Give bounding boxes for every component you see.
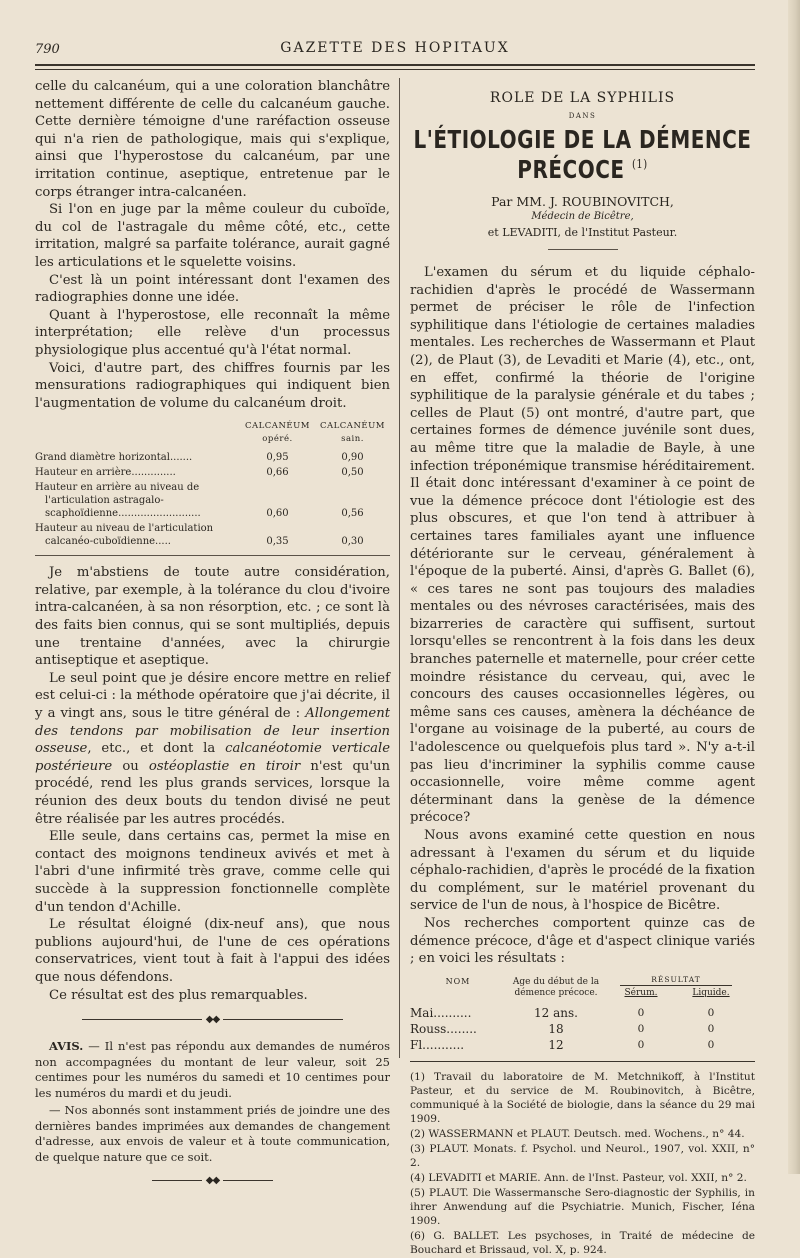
journal-title: GAZETTE DES HOPITAUX — [280, 40, 510, 56]
article-coauthor: et LEVADITI, de l'Institut Pasteur. — [487, 226, 678, 239]
notice-avis: AVIS. — Il n'est pas répondu aux demandes de numéros non accompagnées du montant de leur valeur, soit 25 centimes pour les numéros du samedi et 10 centimes pour les numéros du mardi et du jeudi. — [35, 1039, 390, 1100]
cell-healthy: 0,56 — [341, 508, 364, 520]
article-authors: Par MM. J. ROUBINOVITCH, — [491, 194, 674, 209]
footnote: (6) G. BALLET. Les psychoses, in Traité de médecine de Bouchard et Brissaud, vol. X, p. 924. — [410, 1229, 755, 1256]
table-row — [35, 521, 390, 549]
cell-age: 18 — [548, 1021, 564, 1036]
cell-operated: 0,95 — [266, 452, 289, 464]
footnote: (4) LEVADITI et MARIE. Ann. de l'Inst. Pasteur, vol. XXII, n° 2. — [410, 1171, 747, 1184]
article-title-line2: DANS — [568, 112, 597, 120]
header-rule-thin — [35, 69, 755, 70]
cell-serum: 0 — [637, 1038, 645, 1051]
col-header-name: NOM — [445, 976, 471, 986]
cell-age: 12 — [548, 1037, 564, 1052]
paragraph: Nos recherches comportent quinze cas de démence précoce, d'âge et d'aspect clinique variés ; en voici les résultats : — [410, 915, 755, 967]
notice-box — [35, 1039, 390, 1165]
row-label: Hauteur en arrière.............. — [35, 467, 176, 479]
cell-healthy: 0,90 — [341, 452, 364, 464]
cell-liquid: 0 — [707, 1038, 715, 1051]
table-row — [35, 480, 390, 521]
cell-serum: 0 — [637, 1006, 645, 1019]
author-affiliation: Médecin de Bicêtre, — [531, 211, 634, 222]
col-header-liquid: Liquide. — [692, 987, 730, 998]
col-header-operated: CALCANÉUM opéré. — [245, 421, 310, 445]
cell-age: 12 ans. — [534, 1005, 578, 1020]
row-label: Hauteur au niveau de l'articulation calcanéo-cuboïdienne..... — [35, 523, 214, 548]
end-ornament: ◆◆ — [35, 1175, 390, 1186]
section-ornament: ◆◆ — [35, 1014, 390, 1025]
article-title-line1: ROLE DE LA SYPHILIS — [489, 90, 676, 106]
page-number: 790 — [35, 42, 60, 57]
row-label: Grand diamètre horizontal....... — [35, 452, 193, 464]
footnotes — [410, 1070, 755, 1257]
footnote: (2) WASSERMANN et PLAUT. Deutsch. med. Wochens., n° 44. — [410, 1127, 745, 1140]
paragraph: L'examen du sérum et du liquide céphalo-rachidien d'après le procédé de Wassermann permet de préciser le rôle de l'infection syphilitique dans l'étiologie de certaines maladies mentales. Les recherches de Wassermann et Plaut (2), de Plaut (3), de Levaditi et Marie (4), etc., ont, en effet, confirmé la théorie de l'origine syphilitique de la paralysie générale et du tabes ; celles de Plaut (5) ont montré, d'autre part, que certaines formes de démence juvénile sont dues, au même titre que la maladie de Bayle, à une infection tréponémique transmise héréditairement. Il était donc intéressant d'examiner à ce point de vue la démence précoce dont l'étiologie est des plus obscures, et que l'on tend à attribuer à certaines tares familiales ayant une influence détériorante sur le cerveau, généralement à l'époque de la puberté. Ainsi, d'après G. Ballet (6), « ces tares ne sont pas toujours des maladies mentales ou des névroses caractérisées, mais des bizarreries de caractère qui suffisent, surtout lorsqu'elles se rencontrent à la fois dans les deux branches paternelle et maternelle, pour créer cette moindre résistance du cerveau, qui, avec le concours des causes occasionnelles légères, ou même sans ces causes, amènera la déchéance de l'organe au voisinage de la puberté, au cours de l'adolescence ou quelquefois plus tard ». N'y a-t-il pas lieu d'incriminer la syphilis comme cause occasionnelle, voire même comme agent déterminant dans la genèse de la démence précoce? — [410, 265, 755, 826]
column-divider — [399, 78, 400, 1058]
left-column — [35, 78, 390, 1200]
page-header — [35, 38, 755, 62]
table-row — [410, 1037, 755, 1053]
cell-serum: 0 — [637, 1022, 645, 1035]
col-header-result: RÉSULTAT Sérum. Liquide. — [606, 974, 746, 999]
footnote: (1) Travail du laboratoire de M. Metchnikoff, à l'Institut Pasteur, et du service de M. Roubinovitch, à Bicêtre, communiqué à la Société de biologie, dans la séance du 29 mai 1909. — [410, 1070, 755, 1125]
cell-operated: 0,60 — [266, 508, 289, 520]
cell-name: Fl........... — [410, 1037, 465, 1052]
col-header-healthy: CALCANÉUM sain. — [320, 421, 385, 445]
cell-operated: 0,66 — [266, 467, 289, 479]
footnote: (3) PLAUT. Monats. f. Psychol. und Neurol., 1907, vol. XXII, n° 2. — [410, 1142, 755, 1169]
cell-name: Rouss........ — [410, 1021, 477, 1036]
notice-subscribers: — Nos abonnés sont instamment priés de joindre une des dernières bandes imprimées aux demandes de changement d'adresse, aux envois de valeur et à toute communication, de quelque nature que ce soit. — [35, 1103, 390, 1164]
left-body — [35, 78, 390, 412]
paragraph: Je m'abstiens de toute autre considération, relative, par exemple, à la tolérance du clou d'ivoire intra-calcanéen, à sa non résorption, etc. ; ce sont là des faits bien connus, qui se sont multipliés, depuis une trentaine d'années, avec la chirurgie antiseptique et aseptique. — [35, 565, 390, 669]
col-header-serum: Sérum. — [624, 987, 658, 998]
footnote-ref: (1) — [632, 158, 648, 172]
cell-liquid: 0 — [707, 1022, 715, 1035]
table-row — [410, 1021, 755, 1037]
title-rule — [548, 249, 618, 250]
table-row — [410, 1005, 755, 1021]
paragraph: Elle seule, dans certains cas, permet la mise en contact des moignons tendineux avivés et met à l'abri d'une infirmité très grave, comme celle qui succède à la suppression fonctionnelle complète d'un tendon d'Achille. — [35, 829, 390, 915]
cell-operated: 0,35 — [266, 536, 289, 548]
table-rule — [35, 555, 390, 556]
table-row — [35, 450, 390, 465]
row-label: Hauteur en arrière au niveau de l'articulation astragalo-scaphoïdienne.......................... — [35, 482, 201, 520]
measurement-table — [35, 420, 390, 556]
cell-healthy: 0,30 — [341, 536, 364, 548]
paragraph: Ce résultat est des plus remarquables. — [49, 987, 308, 1003]
table-header — [410, 974, 755, 999]
article-body — [410, 264, 755, 968]
page-edge — [788, 0, 800, 1174]
col-header-age: Age du début de la démence précoce. — [512, 976, 600, 998]
footnote-rule — [410, 1061, 755, 1062]
cell-healthy: 0,50 — [341, 467, 364, 479]
paragraph: Quant à l'hyperostose, elle reconnaît la même interprétation; elle relève d'un processus physiologique plus accentué qu'à l'état normal. — [35, 307, 390, 358]
header-rule-thick — [35, 64, 755, 66]
paragraph: Si l'on en juge par la même couleur du cuboïde, du col de l'astragale du même côté, etc., cette irritation, malgré sa parfaite tolérance, aurait gagné les articulations et le squelette voisins. — [35, 202, 390, 270]
paragraph: Le résultat éloigné (dix-neuf ans), que nous publions aujourd'hui, de l'une de ces opérations conservatrices, vient tout à fait à l'appui des idées que nous défendons. — [35, 917, 390, 985]
table-header — [35, 420, 390, 446]
article-title-main: L'ÉTIOLOGIE DE LA DÉMENCE PRÉCOCE $^{(1)}$ — [413, 124, 752, 184]
left-body-continued — [35, 564, 390, 1004]
paragraph: Le seul point que je désire encore mettre en relief est celui-ci : la méthode opératoire que j'ai décrite, il y a vingt ans, sous le titre général de : Allongement des tendons par mobilisation de leur insertion osseuse, etc., et dont la calcanéotomie verticale postérieure ou ostéoplastie en tiroir n'est qu'un procédé, rend les plus grands services, lorsque la réunion des deux bouts du tendon divisé ne peut être réalisée par les autres procédés. — [35, 670, 391, 827]
paragraph: celle du calcanéum, qui a une coloration blanchâtre nettement différente de celle du calcanéum gauche. Cette dernière témoigne d'une raréfaction osseuse qui n'a rien de pathologique, mais qui s'explique, ainsi que l'hyperostose du calcanéum, par une irritation continue, aseptique, entretenue par le corps étranger intra-calcanéen. — [35, 79, 390, 200]
paragraph: Voici, d'autre part, des chiffres fournis par les mensurations radiographiques qui indiquent bien l'augmentation de volume du calcanéum droit. — [35, 360, 390, 411]
right-column — [410, 78, 755, 1258]
results-table — [410, 974, 755, 1062]
cell-name: Mai.......... — [410, 1005, 472, 1020]
table-row — [35, 465, 390, 480]
footnote: (5) PLAUT. Die Wassermansche Sero-diagnostic der Syphilis, in ihrer Anwendung auf die Psychiatrie. Munich, Fischer, Iéna 1909. — [410, 1186, 755, 1227]
paragraph: Nous avons examiné cette question en nous adressant à l'examen du sérum et du liquide céphalo-rachidien, d'après le procédé de la fixation du complément, sur le matériel provenant du service de l'un de nous, à l'hospice de Bicêtre. — [410, 828, 755, 914]
cell-liquid: 0 — [707, 1006, 715, 1019]
paragraph: C'est là un point intéressant dont l'examen des radiographies donne une idée. — [35, 272, 390, 306]
